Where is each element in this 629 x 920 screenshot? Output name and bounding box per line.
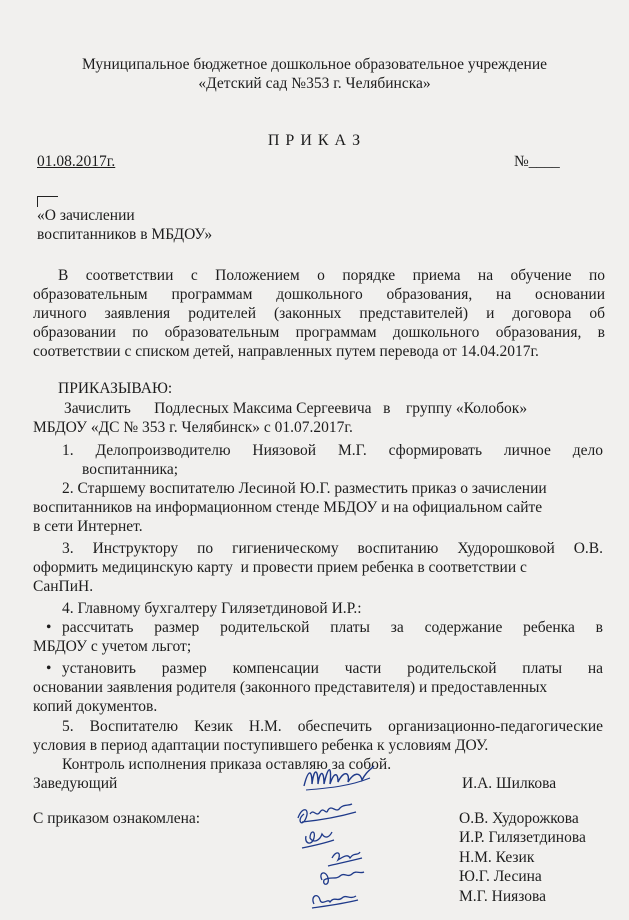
preamble-line-5: соответствии с списком детей, направленных путем перевода от 14.04.2017г. [33, 343, 539, 360]
item-5-line-2: условия в период адаптации поступившего ребенка к условиям ДОУ. [33, 737, 489, 754]
item-2-line-1: 2. Старшему воспитателю Лесиной Ю.Г. разместить приказ о зачислении [62, 480, 547, 497]
acquainted-label: С приказом ознакомлена: [33, 810, 201, 827]
bullet-1-line-2: МБДОУ с учетом льгот; [33, 638, 192, 655]
item-4-line-1: 4. Главному бухгалтеру Гилязетдиновой И.Р.: [62, 600, 362, 617]
order-date: 01.08.2017г. [37, 153, 116, 170]
order-word: ПРИКАЗЫВАЮ: [58, 380, 173, 397]
item-3-line-1: 3. Инструктору по гигиеническому воспитанию Худорошковой О.В. [62, 540, 603, 557]
order-number: №____ [514, 153, 560, 170]
item-1-line-1: 1. Делопроизводителю Ниязовой М.Г. сформировать личное дело [62, 442, 603, 459]
acquainted-name-5: М.Г. Ниязова [459, 888, 547, 905]
bullet-2-marker: • [46, 660, 52, 677]
bullet-1-marker: • [46, 619, 52, 636]
item-2-line-3: в сети Интернет. [33, 518, 143, 535]
bullet-2-line-1: установить размер компенсации части родительской платы на [62, 660, 603, 677]
preamble-line-4: образовании по образовательным программам дошкольного образования, в [33, 324, 605, 341]
acquainted-name-1: О.В. Худорожкова [459, 810, 579, 827]
enroll-line-2: МБДОУ «ДС № 353 г. Челябинск» с 01.07.2017г. [33, 419, 353, 436]
preamble-line-3: личного заявления родителей (законных представителей) и договора об [33, 305, 605, 322]
bullet-2-line-2: основании заявления родителя (законного представителя) и предоставленных [33, 679, 548, 696]
enroll-line-1: Зачислить Подлесных Максима Сергеевича в группу «Колобок» [64, 400, 528, 417]
item-5-line-1: 5. Воспитателю Кезик Н.М. обеспечить организационно-педагогические [62, 718, 603, 735]
acquainted-name-4: Ю.Г. Лесина [459, 868, 542, 885]
item-1-line-2: воспитанника; [82, 461, 179, 478]
head-name: И.А. Шилкова [462, 775, 557, 792]
item-3-line-2: оформить медицинскую карту и провести прием ребенка в соответствии с [33, 559, 527, 576]
corner-bracket-mark [37, 196, 58, 207]
acquaintance-signatures [292, 800, 402, 915]
preamble-line-1: В соответствии с Положением о порядке приема на обучение по [58, 267, 605, 284]
document-title: П Р И К А З [267, 132, 362, 149]
head-title: Заведующий [33, 775, 118, 792]
acquainted-name-3: Н.М. Кезик [459, 849, 535, 866]
institution-name: Муниципальное бюджетное дошкольное образовательное учреждение [82, 56, 547, 73]
item-2-line-2: воспитанников на информационном стенде МБДОУ и на официальном сайте [33, 499, 543, 516]
head-signature [300, 758, 378, 798]
bullet-2-line-3: копий документов. [33, 698, 158, 715]
bullet-1-line-1: рассчитать размер родительской платы за содержание ребенка в [62, 619, 603, 636]
subject-line-2: воспитанников в МБДОУ» [37, 226, 213, 243]
institution-subname: «Детский сад №353 г. Челябинска» [198, 75, 431, 92]
subject-line-1: «О зачислении [37, 207, 135, 224]
control-line: Контроль исполнения приказа оставляю за собой. [62, 756, 392, 773]
item-3-line-3: СанПиН. [33, 578, 94, 595]
acquainted-name-2: И.Р. Гилязетдинова [459, 829, 586, 846]
preamble-line-2: образовательным программам дошкольного образования, на основании [33, 286, 605, 303]
